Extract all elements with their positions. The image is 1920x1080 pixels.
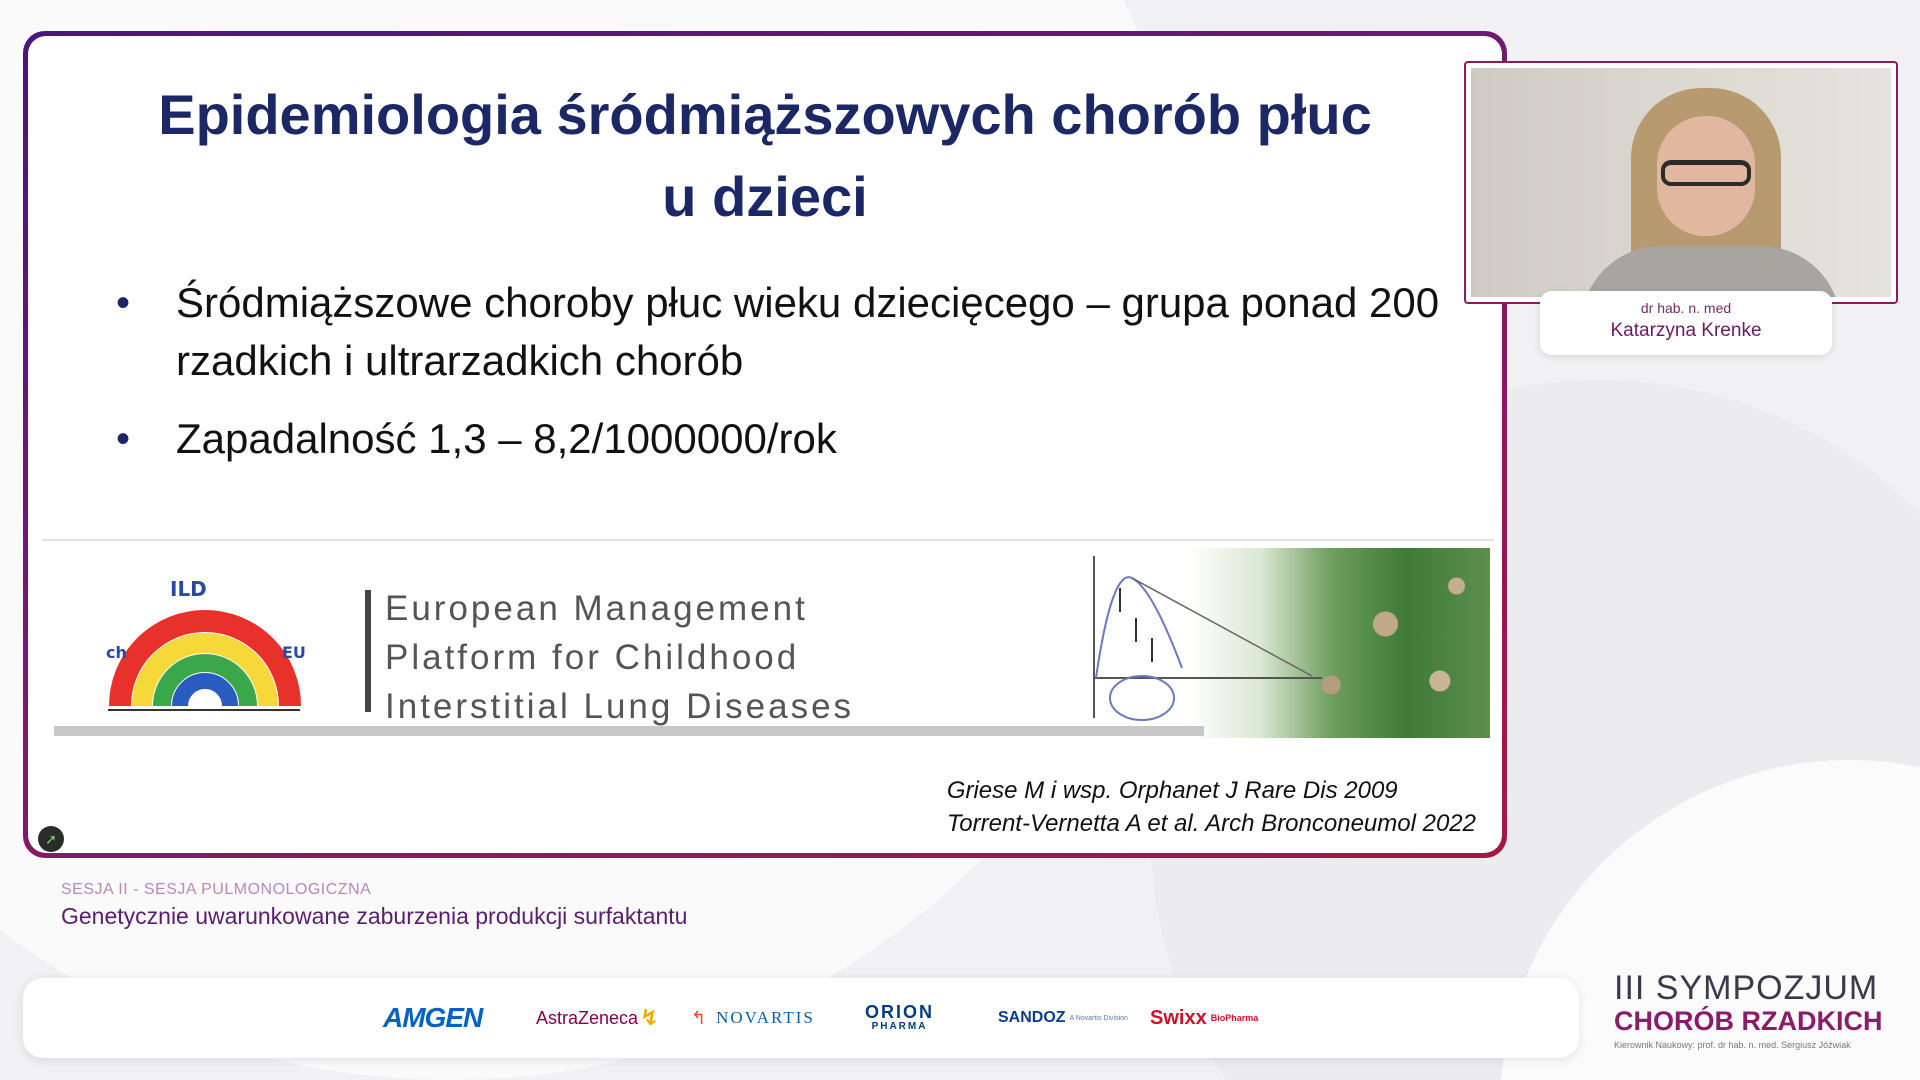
sponsor-amgen-logo <box>383 978 482 1058</box>
banner-line-2: Platform for Childhood <box>385 638 800 677</box>
presentation-slide <box>28 36 1502 853</box>
bullet-item: • Zapadalność 1,3 – 8,2/1000000/rok <box>116 410 1446 468</box>
brand-line-2: CHORÓB RZADKICH <box>1614 1006 1883 1036</box>
speaker-video <box>1471 68 1891 297</box>
sponsor-orion-subtext: PHARMA <box>871 1021 928 1032</box>
sponsor-orion-logo <box>865 978 934 1058</box>
lung-histology-image <box>1072 548 1490 738</box>
sponsor-sandoz-subtext: A Novartis Division <box>1069 1014 1128 1022</box>
bullet-item: • Śródmiąższowe choroby płuc wieku dziecięcego – grupa ponad 200 rzadkich i ultrarzadkich chorób <box>116 274 1446 390</box>
svg-text:ch: ch <box>106 643 127 662</box>
speaker-name: Katarzyna Krenke <box>1610 320 1762 341</box>
banner-line-3: Interstitial Lung Diseases <box>385 687 855 726</box>
brand-line-1: III SYMPOZJUM <box>1614 969 1879 1007</box>
brand-line-3: Kierownik Naukowy: prof. dr hab. n. med. Sergiusz Jóźwiak <box>1614 1040 1851 1050</box>
graph-overlay <box>1072 548 1490 738</box>
banner-line-1: European Management <box>385 589 808 628</box>
sponsor-astrazeneca-text: AstraZeneca <box>536 1007 639 1028</box>
slide-control-icon[interactable]: ➚ <box>38 826 64 852</box>
sponsor-sandoz-text: SANDOZ <box>998 1009 1066 1026</box>
speaker-video-frame <box>1464 61 1898 304</box>
bullet-list <box>116 274 1446 488</box>
svg-text:EU: EU <box>282 643 306 662</box>
speaker-name-card <box>1540 291 1832 355</box>
banner-separator <box>365 590 371 712</box>
slide-frame <box>23 31 1507 858</box>
sponsor-swixx-text: Swixx <box>1150 1006 1207 1029</box>
sponsor-amgen-text: AMGEN <box>383 1002 483 1033</box>
speaker-body <box>1581 246 1841 297</box>
svg-text:ILD: ILD <box>170 578 207 601</box>
sponsor-novartis-logo <box>691 978 815 1058</box>
banner-underline <box>54 726 1204 736</box>
sponsor-novartis-text: NOVARTIS <box>716 1008 815 1027</box>
reference-1: Griese M i wsp. Orphanet J Rare Dis 2009 <box>946 777 1398 804</box>
slide-title <box>28 74 1502 238</box>
reference-2: Torrent-Vernetta A et al. Arch Bronconeumol 2022 <box>946 810 1476 837</box>
speaker-glasses <box>1661 160 1751 186</box>
slide-title-line-2: u dzieci <box>662 165 868 228</box>
slide-title-line-1: Epidemiologia śródmiąższowych chorób płuc <box>158 83 1372 146</box>
novartis-flame-icon: ↰ <box>691 1007 709 1028</box>
speaker-title: dr hab. n. med <box>1640 300 1732 316</box>
astrazeneca-symbol-icon: ↯ <box>640 1005 659 1030</box>
session-title: Genetycznie uwarunkowane zaburzenia produkcji surfaktantu <box>61 903 688 929</box>
sponsor-astrazeneca-logo <box>536 978 659 1058</box>
slide-divider <box>42 539 1494 541</box>
sponsor-bar <box>23 978 1579 1058</box>
event-brand-logo <box>1614 970 1914 1050</box>
child-eu-rainbow-logo <box>100 578 310 718</box>
references <box>947 774 1476 840</box>
child-eu-banner <box>42 548 1490 738</box>
banner-text <box>385 584 854 731</box>
sponsor-orion-text: ORION <box>865 1002 935 1022</box>
sponsor-swixx-subtext: BioPharma <box>1210 1013 1259 1023</box>
sponsor-swixx-logo <box>1150 978 1258 1058</box>
session-label: SESJA II - SESJA PULMONOLOGICZNA <box>61 881 372 898</box>
sponsor-sandoz-logo <box>998 978 1128 1058</box>
